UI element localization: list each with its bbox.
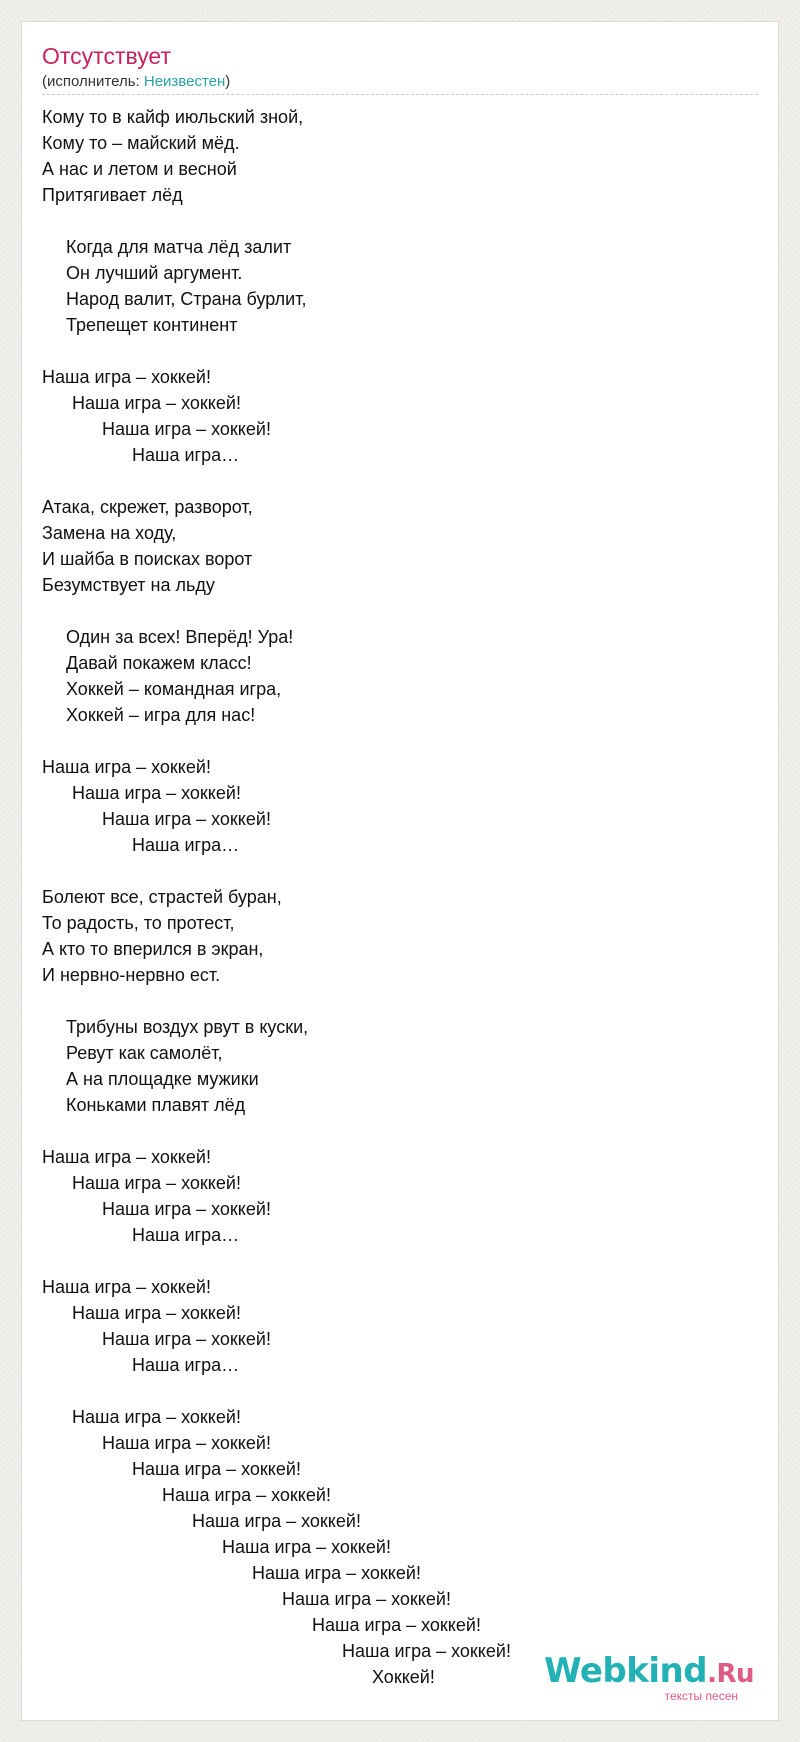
lyric-line: Наша игра – хоккей!: [72, 1303, 241, 1323]
artist-link[interactable]: Неизвестен: [143, 73, 226, 90]
stanza-break: [42, 988, 742, 1014]
artist-prefix: (исполнитель:: [42, 73, 144, 90]
lyric-line: Наша игра – хоккей!: [222, 1537, 391, 1557]
lyric-line: А кто то вперился в экран,: [42, 939, 264, 959]
lyrics-card: [21, 21, 779, 1721]
lyric-line: Один за всех! Вперёд! Ура!: [66, 627, 294, 647]
lyric-line: Наша игра – хоккей!: [102, 1433, 271, 1453]
lyric-line: Наша игра – хоккей!: [312, 1615, 481, 1635]
lyrics-body: [42, 104, 742, 1690]
lyric-line: И нервно-нервно ест.: [42, 965, 221, 985]
lyric-line: Хоккей – командная игра,: [66, 679, 282, 699]
lyric-line: Наша игра – хоккей!: [132, 1459, 301, 1479]
stanza-break: [42, 598, 742, 624]
lyric-line: Народ валит, Страна бурлит,: [66, 289, 307, 309]
lyric-line: Наша игра – хоккей!: [42, 757, 211, 777]
lyric-line: Наша игра – хоккей!: [72, 1407, 241, 1427]
lyric-line: Атака, скрежет, разворот,: [42, 497, 253, 517]
logo-brand: Webkind: [544, 1651, 708, 1691]
lyric-line: Болеют все, страстей буран,: [42, 887, 282, 907]
lyric-line: Кому то – майский мёд.: [42, 133, 240, 153]
webkind-logo[interactable]: [544, 1653, 754, 1702]
song-title: Отсутствует: [42, 43, 171, 69]
stanza-break: [42, 1118, 742, 1144]
lyric-line: Притягивает лёд: [42, 185, 183, 205]
lyric-line: Хоккей!: [372, 1667, 435, 1687]
lyric-line: Наша игра – хоккей!: [342, 1641, 511, 1661]
logo-tagline: тексты песен: [664, 1689, 738, 1703]
lyric-line: И шайба в поисках ворот: [42, 549, 253, 569]
stanza-break: [42, 338, 742, 364]
lyric-line: Трепещет континент: [66, 315, 238, 335]
lyric-line: Безумствует на льду: [42, 575, 215, 595]
stanza-break: [42, 858, 742, 884]
lyric-line: Наша игра – хоккей!: [72, 783, 241, 803]
title-divider: [42, 94, 758, 95]
lyric-line: Наша игра – хоккей!: [192, 1511, 361, 1531]
stanza-break: [42, 1378, 742, 1404]
lyric-line: Наша игра…: [132, 1355, 240, 1375]
lyric-line: Наша игра…: [132, 835, 240, 855]
lyric-line: Трибуны воздух рвут в куски,: [66, 1017, 309, 1037]
lyric-line: Замена на ходу,: [42, 523, 177, 543]
logo-tld: .Ru: [707, 1659, 754, 1689]
lyric-line: Наша игра – хоккей!: [102, 809, 271, 829]
lyric-line: Наша игра…: [132, 445, 240, 465]
lyric-line: Наша игра – хоккей!: [72, 393, 241, 413]
stanza-break: [42, 208, 742, 234]
lyric-line: Наша игра – хоккей!: [72, 1173, 241, 1193]
lyric-line: То радость, то протест,: [42, 913, 235, 933]
stanza-break: [42, 1248, 742, 1274]
lyric-line: Коньками плавят лёд: [66, 1095, 246, 1115]
stanza-break: [42, 728, 742, 754]
lyric-line: Наша игра – хоккей!: [42, 1277, 211, 1297]
stanza-break: [42, 468, 742, 494]
lyric-line: Давай покажем класс!: [66, 653, 252, 673]
lyric-line: А нас и летом и весной: [42, 159, 237, 179]
lyric-line: Наша игра – хоккей!: [102, 419, 271, 439]
lyric-line: Наша игра – хоккей!: [42, 1147, 211, 1167]
lyric-line: Ревут как самолёт,: [66, 1043, 223, 1063]
artist-suffix: ): [225, 73, 231, 90]
artist-line: [42, 73, 230, 91]
lyric-line: А на площадке мужики: [66, 1069, 259, 1089]
lyric-line: Наша игра – хоккей!: [162, 1485, 331, 1505]
lyric-line: Хоккей – игра для нас!: [66, 705, 256, 725]
lyric-line: Наша игра – хоккей!: [42, 367, 211, 387]
lyric-line: Он лучший аргумент.: [66, 263, 243, 283]
lyric-line: Наша игра – хоккей!: [102, 1199, 271, 1219]
lyric-line: Наша игра – хоккей!: [102, 1329, 271, 1349]
lyric-line: Наша игра…: [132, 1225, 240, 1245]
lyric-line: Наша игра – хоккей!: [282, 1589, 451, 1609]
lyric-line: Когда для матча лёд залит: [66, 237, 292, 257]
lyric-line: Наша игра – хоккей!: [252, 1563, 421, 1583]
logo-wordmark: [544, 1653, 754, 1692]
lyric-line: Кому то в кайф июльский зной,: [42, 107, 304, 127]
